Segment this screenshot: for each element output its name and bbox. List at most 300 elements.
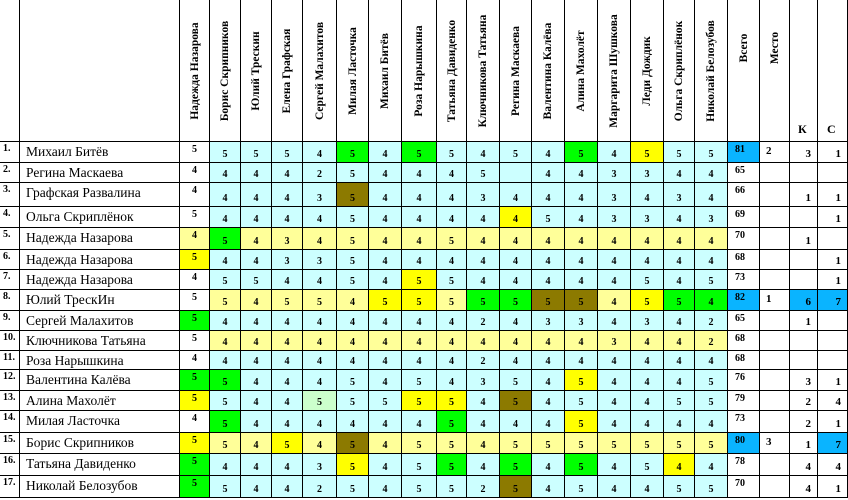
total-cell[interactable]: [728, 454, 760, 476]
c-cell[interactable]: [818, 476, 848, 498]
score-cell[interactable]: [241, 391, 272, 411]
score-cell[interactable]: [532, 183, 565, 207]
score-cell[interactable]: [532, 311, 565, 331]
c-cell[interactable]: [818, 290, 848, 311]
score-cell[interactable]: [437, 250, 467, 270]
score-cell[interactable]: [532, 391, 565, 411]
score-cell[interactable]: [180, 270, 210, 290]
score-cell[interactable]: [565, 476, 598, 498]
score-cell[interactable]: [210, 433, 241, 454]
k-cell[interactable]: [790, 370, 818, 391]
score-cell[interactable]: [337, 433, 369, 454]
k-cell[interactable]: [790, 163, 818, 183]
score-cell[interactable]: [369, 250, 402, 270]
score-cell[interactable]: [631, 454, 664, 476]
score-cell[interactable]: [402, 163, 437, 183]
total-cell[interactable]: [728, 142, 760, 163]
score-cell[interactable]: [467, 476, 500, 498]
score-cell[interactable]: [532, 163, 565, 183]
score-cell[interactable]: [241, 250, 272, 270]
score-cell[interactable]: [272, 433, 303, 454]
participant-name-cell[interactable]: [20, 331, 180, 351]
score-cell[interactable]: [369, 351, 402, 370]
score-cell[interactable]: [369, 183, 402, 207]
score-cell[interactable]: [500, 207, 532, 228]
score-cell[interactable]: [337, 142, 369, 163]
score-cell[interactable]: [303, 370, 337, 391]
score-cell[interactable]: [598, 433, 631, 454]
score-cell[interactable]: [500, 142, 532, 163]
score-cell[interactable]: [210, 311, 241, 331]
score-cell[interactable]: [532, 454, 565, 476]
place-cell[interactable]: [760, 331, 790, 351]
place-cell[interactable]: [760, 228, 790, 250]
participant-name-cell[interactable]: [20, 411, 180, 433]
score-cell[interactable]: [565, 142, 598, 163]
score-cell[interactable]: [402, 183, 437, 207]
score-cell[interactable]: [180, 311, 210, 331]
score-cell[interactable]: [241, 476, 272, 498]
c-cell[interactable]: [818, 411, 848, 433]
score-cell[interactable]: [598, 228, 631, 250]
score-cell[interactable]: [500, 228, 532, 250]
c-cell[interactable]: [818, 311, 848, 331]
score-cell[interactable]: [210, 411, 241, 433]
score-cell[interactable]: [180, 207, 210, 228]
score-cell[interactable]: [210, 142, 241, 163]
score-cell[interactable]: [272, 370, 303, 391]
score-cell[interactable]: [337, 331, 369, 351]
score-cell[interactable]: [437, 370, 467, 391]
score-cell[interactable]: [532, 142, 565, 163]
score-cell[interactable]: [210, 391, 241, 411]
score-cell[interactable]: [337, 311, 369, 331]
k-cell[interactable]: [790, 142, 818, 163]
score-cell[interactable]: [241, 331, 272, 351]
score-cell[interactable]: [272, 476, 303, 498]
score-cell[interactable]: [369, 163, 402, 183]
score-cell[interactable]: [303, 290, 337, 311]
score-cell[interactable]: [500, 370, 532, 391]
score-cell[interactable]: [631, 163, 664, 183]
score-cell[interactable]: [180, 183, 210, 207]
score-cell[interactable]: [664, 163, 695, 183]
score-cell[interactable]: [695, 311, 728, 331]
score-cell[interactable]: [303, 454, 337, 476]
score-cell[interactable]: [598, 183, 631, 207]
place-cell[interactable]: [760, 454, 790, 476]
score-cell[interactable]: [402, 351, 437, 370]
k-cell[interactable]: [790, 351, 818, 370]
score-cell[interactable]: [598, 476, 631, 498]
score-cell[interactable]: [303, 311, 337, 331]
score-cell[interactable]: [695, 351, 728, 370]
score-cell[interactable]: [337, 290, 369, 311]
score-cell[interactable]: [402, 311, 437, 331]
score-cell[interactable]: [500, 351, 532, 370]
participant-name-cell[interactable]: [20, 476, 180, 498]
score-cell[interactable]: [467, 433, 500, 454]
participant-name-cell[interactable]: [20, 311, 180, 331]
score-cell[interactable]: [241, 142, 272, 163]
k-cell[interactable]: [790, 331, 818, 351]
score-cell[interactable]: [598, 370, 631, 391]
score-cell[interactable]: [241, 270, 272, 290]
score-cell[interactable]: [500, 454, 532, 476]
score-cell[interactable]: [369, 290, 402, 311]
score-cell[interactable]: [695, 183, 728, 207]
score-cell[interactable]: [369, 411, 402, 433]
c-cell[interactable]: [818, 207, 848, 228]
score-cell[interactable]: [303, 250, 337, 270]
k-cell[interactable]: [790, 391, 818, 411]
score-cell[interactable]: [565, 183, 598, 207]
participant-name-cell[interactable]: [20, 163, 180, 183]
participant-name-cell[interactable]: [20, 454, 180, 476]
k-cell[interactable]: [790, 270, 818, 290]
score-cell[interactable]: [241, 290, 272, 311]
score-cell[interactable]: [241, 163, 272, 183]
c-cell[interactable]: [818, 228, 848, 250]
score-cell[interactable]: [437, 183, 467, 207]
place-cell[interactable]: [760, 270, 790, 290]
score-cell[interactable]: [369, 433, 402, 454]
total-cell[interactable]: [728, 270, 760, 290]
score-cell[interactable]: [598, 331, 631, 351]
score-cell[interactable]: [532, 290, 565, 311]
score-cell[interactable]: [500, 391, 532, 411]
score-cell[interactable]: [695, 250, 728, 270]
total-cell[interactable]: [728, 476, 760, 498]
score-cell[interactable]: [500, 163, 532, 183]
total-cell[interactable]: [728, 228, 760, 250]
place-cell[interactable]: [760, 391, 790, 411]
place-cell[interactable]: [760, 370, 790, 391]
score-cell[interactable]: [532, 270, 565, 290]
k-cell[interactable]: [790, 228, 818, 250]
participant-name-cell[interactable]: [20, 370, 180, 391]
score-cell[interactable]: [565, 411, 598, 433]
score-cell[interactable]: [565, 370, 598, 391]
score-cell[interactable]: [565, 290, 598, 311]
score-cell[interactable]: [664, 228, 695, 250]
score-cell[interactable]: [598, 163, 631, 183]
k-cell[interactable]: [790, 207, 818, 228]
score-cell[interactable]: [210, 270, 241, 290]
score-cell[interactable]: [402, 331, 437, 351]
score-cell[interactable]: [500, 433, 532, 454]
participant-name-cell[interactable]: [20, 270, 180, 290]
score-cell[interactable]: [664, 454, 695, 476]
score-cell[interactable]: [500, 250, 532, 270]
score-cell[interactable]: [631, 391, 664, 411]
score-cell[interactable]: [272, 454, 303, 476]
score-cell[interactable]: [598, 142, 631, 163]
score-cell[interactable]: [402, 391, 437, 411]
k-cell[interactable]: [790, 183, 818, 207]
score-cell[interactable]: [337, 351, 369, 370]
score-cell[interactable]: [695, 290, 728, 311]
participant-name-cell[interactable]: [20, 228, 180, 250]
score-cell[interactable]: [369, 270, 402, 290]
score-cell[interactable]: [565, 250, 598, 270]
score-cell[interactable]: [664, 391, 695, 411]
score-cell[interactable]: [695, 207, 728, 228]
c-cell[interactable]: [818, 454, 848, 476]
c-cell[interactable]: [818, 331, 848, 351]
score-cell[interactable]: [532, 433, 565, 454]
score-cell[interactable]: [337, 454, 369, 476]
score-cell[interactable]: [598, 391, 631, 411]
score-cell[interactable]: [598, 270, 631, 290]
score-cell[interactable]: [437, 290, 467, 311]
score-cell[interactable]: [210, 183, 241, 207]
total-cell[interactable]: [728, 411, 760, 433]
place-cell[interactable]: [760, 250, 790, 270]
score-cell[interactable]: [272, 207, 303, 228]
score-cell[interactable]: [303, 228, 337, 250]
score-cell[interactable]: [664, 411, 695, 433]
score-cell[interactable]: [337, 183, 369, 207]
score-cell[interactable]: [467, 183, 500, 207]
score-cell[interactable]: [695, 142, 728, 163]
k-cell[interactable]: [790, 476, 818, 498]
score-cell[interactable]: [467, 454, 500, 476]
score-cell[interactable]: [180, 351, 210, 370]
score-cell[interactable]: [565, 163, 598, 183]
score-cell[interactable]: [532, 370, 565, 391]
score-cell[interactable]: [631, 250, 664, 270]
score-cell[interactable]: [303, 433, 337, 454]
score-cell[interactable]: [598, 207, 631, 228]
participant-name-cell[interactable]: [20, 250, 180, 270]
score-cell[interactable]: [631, 270, 664, 290]
score-cell[interactable]: [437, 331, 467, 351]
score-cell[interactable]: [467, 142, 500, 163]
score-cell[interactable]: [241, 311, 272, 331]
total-cell[interactable]: [728, 391, 760, 411]
score-cell[interactable]: [180, 228, 210, 250]
score-cell[interactable]: [631, 207, 664, 228]
score-cell[interactable]: [337, 391, 369, 411]
score-cell[interactable]: [180, 331, 210, 351]
score-cell[interactable]: [180, 290, 210, 311]
score-cell[interactable]: [664, 370, 695, 391]
score-cell[interactable]: [303, 351, 337, 370]
score-cell[interactable]: [437, 207, 467, 228]
score-cell[interactable]: [180, 454, 210, 476]
score-cell[interactable]: [337, 250, 369, 270]
score-cell[interactable]: [565, 331, 598, 351]
score-cell[interactable]: [565, 311, 598, 331]
score-cell[interactable]: [437, 311, 467, 331]
score-cell[interactable]: [664, 433, 695, 454]
score-cell[interactable]: [664, 311, 695, 331]
score-cell[interactable]: [402, 411, 437, 433]
score-cell[interactable]: [241, 411, 272, 433]
score-cell[interactable]: [565, 433, 598, 454]
k-cell[interactable]: [790, 290, 818, 311]
score-cell[interactable]: [631, 331, 664, 351]
total-cell[interactable]: [728, 250, 760, 270]
score-cell[interactable]: [532, 351, 565, 370]
score-cell[interactable]: [631, 370, 664, 391]
c-cell[interactable]: [818, 370, 848, 391]
score-cell[interactable]: [664, 476, 695, 498]
place-cell[interactable]: [760, 207, 790, 228]
score-cell[interactable]: [664, 270, 695, 290]
k-cell[interactable]: [790, 454, 818, 476]
score-cell[interactable]: [437, 433, 467, 454]
score-cell[interactable]: [272, 391, 303, 411]
score-cell[interactable]: [180, 411, 210, 433]
score-cell[interactable]: [180, 370, 210, 391]
place-cell[interactable]: [760, 311, 790, 331]
score-cell[interactable]: [303, 163, 337, 183]
score-cell[interactable]: [631, 351, 664, 370]
score-cell[interactable]: [272, 311, 303, 331]
place-cell[interactable]: [760, 163, 790, 183]
score-cell[interactable]: [437, 351, 467, 370]
score-cell[interactable]: [210, 351, 241, 370]
score-cell[interactable]: [631, 411, 664, 433]
score-cell[interactable]: [369, 454, 402, 476]
score-cell[interactable]: [664, 250, 695, 270]
score-cell[interactable]: [337, 163, 369, 183]
score-cell[interactable]: [437, 411, 467, 433]
score-cell[interactable]: [402, 228, 437, 250]
score-cell[interactable]: [467, 311, 500, 331]
score-cell[interactable]: [500, 476, 532, 498]
score-cell[interactable]: [272, 351, 303, 370]
k-cell[interactable]: [790, 311, 818, 331]
k-cell[interactable]: [790, 250, 818, 270]
score-cell[interactable]: [303, 331, 337, 351]
score-cell[interactable]: [272, 270, 303, 290]
score-cell[interactable]: [303, 411, 337, 433]
score-cell[interactable]: [565, 270, 598, 290]
score-cell[interactable]: [598, 351, 631, 370]
score-cell[interactable]: [272, 183, 303, 207]
score-cell[interactable]: [631, 476, 664, 498]
score-cell[interactable]: [337, 270, 369, 290]
score-cell[interactable]: [402, 142, 437, 163]
place-cell[interactable]: [760, 411, 790, 433]
score-cell[interactable]: [180, 433, 210, 454]
score-cell[interactable]: [467, 351, 500, 370]
k-cell[interactable]: [790, 433, 818, 454]
score-cell[interactable]: [565, 351, 598, 370]
total-cell[interactable]: [728, 351, 760, 370]
score-cell[interactable]: [369, 207, 402, 228]
score-cell[interactable]: [369, 228, 402, 250]
score-cell[interactable]: [180, 142, 210, 163]
score-cell[interactable]: [598, 454, 631, 476]
score-cell[interactable]: [402, 370, 437, 391]
score-cell[interactable]: [210, 454, 241, 476]
score-cell[interactable]: [467, 250, 500, 270]
score-cell[interactable]: [437, 228, 467, 250]
score-cell[interactable]: [565, 207, 598, 228]
score-cell[interactable]: [241, 207, 272, 228]
score-cell[interactable]: [565, 228, 598, 250]
score-cell[interactable]: [437, 454, 467, 476]
total-cell[interactable]: [728, 207, 760, 228]
score-cell[interactable]: [303, 142, 337, 163]
score-cell[interactable]: [631, 183, 664, 207]
score-cell[interactable]: [695, 433, 728, 454]
score-cell[interactable]: [664, 207, 695, 228]
score-cell[interactable]: [402, 454, 437, 476]
score-cell[interactable]: [598, 290, 631, 311]
score-cell[interactable]: [695, 370, 728, 391]
score-cell[interactable]: [272, 290, 303, 311]
score-cell[interactable]: [369, 391, 402, 411]
score-cell[interactable]: [402, 207, 437, 228]
score-cell[interactable]: [631, 290, 664, 311]
score-cell[interactable]: [565, 391, 598, 411]
score-cell[interactable]: [369, 331, 402, 351]
score-cell[interactable]: [532, 331, 565, 351]
place-cell[interactable]: [760, 476, 790, 498]
score-cell[interactable]: [272, 250, 303, 270]
score-cell[interactable]: [695, 411, 728, 433]
score-cell[interactable]: [241, 454, 272, 476]
score-cell[interactable]: [210, 228, 241, 250]
score-cell[interactable]: [631, 142, 664, 163]
score-cell[interactable]: [337, 207, 369, 228]
place-cell[interactable]: [760, 290, 790, 311]
score-cell[interactable]: [337, 228, 369, 250]
score-cell[interactable]: [241, 370, 272, 391]
total-cell[interactable]: [728, 370, 760, 391]
place-cell[interactable]: [760, 433, 790, 454]
participant-name-cell[interactable]: [20, 142, 180, 163]
score-cell[interactable]: [467, 290, 500, 311]
score-cell[interactable]: [500, 183, 532, 207]
place-cell[interactable]: [760, 183, 790, 207]
score-cell[interactable]: [210, 331, 241, 351]
score-cell[interactable]: [437, 142, 467, 163]
c-cell[interactable]: [818, 351, 848, 370]
score-cell[interactable]: [500, 311, 532, 331]
score-cell[interactable]: [532, 207, 565, 228]
score-cell[interactable]: [467, 391, 500, 411]
c-cell[interactable]: [818, 270, 848, 290]
score-cell[interactable]: [369, 311, 402, 331]
score-cell[interactable]: [664, 290, 695, 311]
c-cell[interactable]: [818, 183, 848, 207]
score-cell[interactable]: [532, 411, 565, 433]
score-cell[interactable]: [695, 228, 728, 250]
score-cell[interactable]: [500, 270, 532, 290]
score-cell[interactable]: [241, 351, 272, 370]
score-cell[interactable]: [303, 183, 337, 207]
score-cell[interactable]: [210, 250, 241, 270]
participant-name-cell[interactable]: [20, 290, 180, 311]
score-cell[interactable]: [210, 476, 241, 498]
score-cell[interactable]: [598, 411, 631, 433]
score-cell[interactable]: [467, 331, 500, 351]
score-cell[interactable]: [695, 391, 728, 411]
score-cell[interactable]: [402, 290, 437, 311]
score-cell[interactable]: [598, 311, 631, 331]
score-cell[interactable]: [402, 476, 437, 498]
score-cell[interactable]: [303, 207, 337, 228]
score-cell[interactable]: [180, 250, 210, 270]
score-cell[interactable]: [369, 142, 402, 163]
score-cell[interactable]: [631, 433, 664, 454]
